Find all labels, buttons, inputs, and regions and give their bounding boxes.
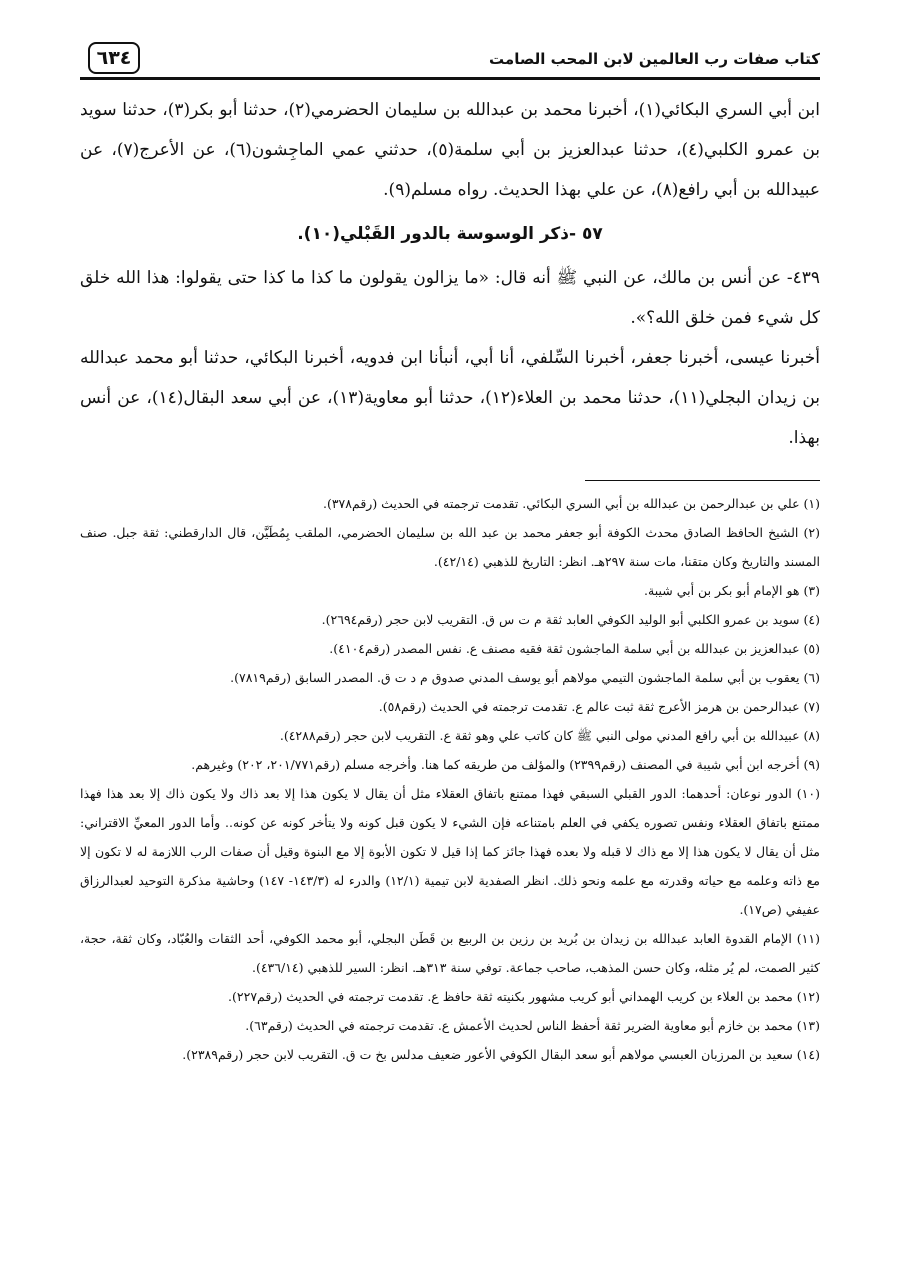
isnad-paragraph: أخبرنا عيسى، أخبرنا جعفر، أخبرنا السِّلفي، أنا أبي، أنبأنا ابن فدويه، أخبرنا البكائي، حدثنا أبو محمد عبدالله بن زيدان البجلي(١١)، حدثنا محمد بن العلاء(١٢)، حدثنا أبو معاوية(١٣)، عن أبي سعد البقال(١٤)، عن أنس بهذا. — [80, 348, 820, 448]
page-header — [80, 40, 820, 80]
footnote: (٥) عبدالعزيز بن عبدالله بن أبي سلمة الماجشون ثقة فقيه مصنف ع. نفس المصدر (رقم٤١٠٤). — [329, 641, 820, 656]
hadith-paragraph: ٤٣٩- عن أنس بن مالك، عن النبي ﷺ أنه قال: «ما يزالون يقولون ما كذا ما كذا حتى يقولوا: هذا الله خلق كل شيء فمن خلق الله؟». — [80, 268, 820, 328]
isnad-paragraph: ابن أبي السري البكائي(١)، أخبرنا محمد بن عبدالله بن سليمان الحضرمي(٢)، حدثنا أبو بكر(٣)، حدثنا سويد بن عمرو الكلبي(٤)، حدثنا عبدالعزيز بن أبي سلمة(٥)، حدثني عمي الماجِشون(٦)، عن الأعرج(٧)، عن عبيدالله بن أبي رافع(٨)، عن علي بهذا الحديث. رواه مسلم(٩). — [80, 100, 820, 200]
book-title: كتاب صفات رب العالمين لابن المحب الصامت — [489, 50, 820, 68]
footnote: (١) علي بن عبدالرحمن بن عبدالله بن أبي السري البكائي. تقدمت ترجمته في الحديث (رقم٣٧٨). — [322, 496, 820, 511]
chapter-heading: ٥٧ -ذكر الوسوسة بالدور القَبْلي(١٠). — [297, 224, 603, 244]
footnote-separator — [585, 480, 820, 481]
footnote: (٢) الشيخ الحافظ الصادق محدث الكوفة أبو جعفر محمد بن عبد الله بن سليمان الحضرمي، الملقب بِمُطَيَّن، قال الدارقطني: ثقة جبل. صنف المسند والتاريخ وكان متقنا، مات سنة ٢٩٧هـ. انظر: التاريخ للذهبي (٤٢/١٤). — [80, 525, 820, 569]
footnote: (١٢) محمد بن العلاء بن كريب الهمداني أبو كريب مشهور بكنيته ثقة حافظ ع. تقدمت ترجمته في الحديث (رقم٢٢٧). — [228, 989, 820, 1004]
footnote: (٧) عبدالرحمن بن هرمز الأعرج ثقة ثبت عالم ع. تقدمت ترجمته في الحديث (رقم٥٨). — [378, 699, 820, 714]
footnote: (١١) الإمام القدوة العابد عبدالله بن زيدان بن بُريد بن رزين بن الربيع بن قَطَن البجلي، أبو محمد الكوفي، أحد الثقات والعُبّاد، وكان ثقة، حجة، كثير الصمت، لم يُر مثله، وكان حسن المذهب، صاحب جماعة. توفي سنة ٣١٣هـ. انظر: السير للذهبي (٤٣٦/١٤). — [80, 931, 820, 975]
footnotes — [80, 489, 820, 1069]
footnote: (٦) يعقوب بن أبي سلمة الماجشون التيمي مولاهم أبو يوسف المدني صدوق م د ت ق. المصدر السابق (رقم٧٨١٩). — [230, 670, 820, 685]
main-text — [80, 90, 820, 458]
page-number: ٦٣٤ — [88, 42, 140, 74]
book-page — [80, 40, 820, 1069]
footnote: (١٣) محمد بن خازم أبو معاوية الضرير ثقة أحفظ الناس لحديث الأعمش ع. تقدمت ترجمته في الحديث (رقم٦٣). — [245, 1018, 820, 1033]
footnote: (٨) عبيدالله بن أبي رافع المدني مولى النبي ﷺ كان كاتب علي وهو ثقة ع. التقريب لابن حجر (رقم٤٢٨٨). — [279, 728, 820, 743]
footnote: (١٤) سعيد بن المرزبان العبسي مولاهم أبو سعد البقال الكوفي الأعور ضعيف مدلس بخ ت ق. التقريب لابن حجر (رقم٢٣٨٩). — [182, 1047, 820, 1062]
footnote: (١٠) الدور نوعان: أحدهما: الدور القبلي السبقي فهذا ممتنع باتفاق العقلاء مثل أن يقال لا يكون هذا إلا بعد ذاك ولا يكون ذاك إلا بعد هذا فهذا ممتنع باتفاق العقلاء ونفس تصوره يكفي في العلم بامتناعه فإن الشيء لا يكون قبل كونه ولا يتأخر كونه عن كونه.. وأما الدور المعيِّ الاقتراني: مثل أن يقال لا يكون هذا إلا مع ذاك لا قبله ولا بعده فهذا جائز كما إذا قيل لا تكون الأبوة إلا مع البنوة وقيل أن صفات الرب اللازمة له لا تكون إلا مع ذاته وعلمه مع حياته وقدرته مع علمه ونحو ذلك. انظر الصفدية لابن تيمية (١٢/١) والدرء له (١٤٣/٣- ١٤٧) وحاشية مذكرة التوحيد لعبدالرزاق عفيفي (ص١٧). — [80, 786, 820, 917]
footnote: (٩) أخرجه ابن أبي شيبة في المصنف (رقم٢٣٩٩) والمؤلف من طريقه كما هنا. وأخرجه مسلم (رقم٢٠١/٧٧١، ٢٠٢) وغيرهم. — [191, 757, 820, 772]
header-rule — [80, 77, 820, 80]
footnote: (٤) سويد بن عمرو الكلبي أبو الوليد الكوفي العابد ثقة م ت س ق. التقريب لابن حجر (رقم٢٦٩٤). — [321, 612, 820, 627]
footnote: (٣) هو الإمام أبو بكر بن أبي شيبة. — [644, 583, 820, 598]
